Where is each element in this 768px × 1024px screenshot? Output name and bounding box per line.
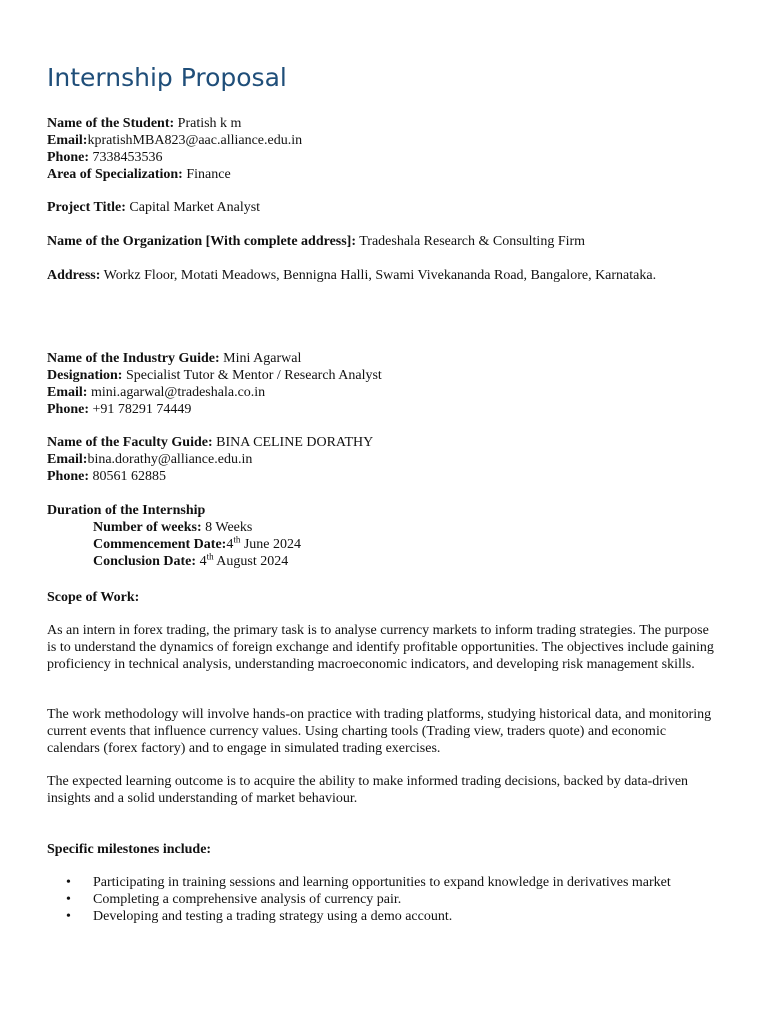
milestones-heading-block bbox=[47, 841, 727, 858]
milestones-heading: Specific milestones include: bbox=[47, 842, 212, 857]
commencement-line bbox=[47, 536, 727, 553]
organization-name-line bbox=[47, 233, 727, 250]
industry-guide-email-label: Email: bbox=[47, 385, 88, 400]
student-details bbox=[47, 115, 727, 183]
project-title-label: Project Title: bbox=[47, 200, 126, 215]
duration-heading: Duration of the Internship bbox=[47, 503, 206, 518]
list-item bbox=[47, 908, 687, 925]
milestones-list bbox=[47, 874, 687, 925]
commencement-suffix: th bbox=[233, 534, 241, 545]
industry-guide-phone: +91 78291 74449 bbox=[92, 402, 192, 417]
faculty-guide-email-line bbox=[47, 451, 727, 468]
weeks-label: Number of weeks: bbox=[93, 520, 202, 535]
student-phone-line bbox=[47, 149, 727, 166]
milestone-text: Completing a comprehensive analysis of currency pair. bbox=[93, 892, 402, 907]
scope-paragraph: The expected learning outcome is to acquire the ability to make informed trading decisions, backed by data-driven insights and a solid understanding of market behaviour. bbox=[47, 774, 689, 806]
specialization: Finance bbox=[186, 167, 231, 182]
commencement-label: Commencement Date: bbox=[93, 537, 227, 552]
student-email-line bbox=[47, 132, 727, 149]
address-line bbox=[47, 267, 672, 284]
conclusion-line bbox=[47, 553, 727, 570]
industry-guide-phone-label: Phone: bbox=[47, 402, 89, 417]
student-name-line bbox=[47, 115, 727, 132]
faculty-guide-phone-line bbox=[47, 468, 727, 485]
industry-guide-phone-line bbox=[47, 401, 727, 418]
industry-guide-block bbox=[47, 350, 727, 418]
weeks-line bbox=[47, 519, 727, 536]
designation-line bbox=[47, 367, 727, 384]
project-title: Capital Market Analyst bbox=[129, 200, 261, 215]
specialization-line bbox=[47, 166, 727, 183]
commencement-day: 4 bbox=[226, 537, 234, 552]
designation: Specialist Tutor & Mentor / Research Analyst bbox=[125, 368, 382, 383]
designation-label: Designation: bbox=[47, 368, 123, 383]
milestones-list-block bbox=[47, 874, 687, 925]
project-title-block bbox=[47, 199, 727, 216]
organization-block bbox=[47, 233, 727, 250]
industry-guide-name: Mini Agarwal bbox=[223, 351, 302, 366]
student-email-label: Email: bbox=[47, 133, 88, 148]
scope-paragraph: As an intern in forex trading, the primary task is to analyse currency markets to inform trading strategies. The purpose is to understand the dynamics of foreign exchange and identify profitable opportunities. The objectives include gaining proficiency in technical analysis, understanding macroeconomic indicators, and developing risk management skills. bbox=[47, 623, 714, 672]
student-phone-label: Phone: bbox=[47, 150, 89, 165]
page-title: Internship Proposal bbox=[47, 63, 287, 92]
industry-guide-name-label: Name of the Industry Guide: bbox=[47, 351, 220, 366]
faculty-guide-email-label: Email: bbox=[47, 452, 88, 467]
duration-block bbox=[47, 502, 727, 570]
industry-guide-email: mini.agarwal@tradeshala.co.in bbox=[90, 385, 266, 400]
project-title-line bbox=[47, 199, 727, 216]
scope-paragraph-1 bbox=[47, 622, 719, 673]
specialization-label: Area of Specialization: bbox=[47, 167, 183, 182]
industry-guide-email-line bbox=[47, 384, 727, 401]
faculty-guide-name: BINA CELINE DORATHY bbox=[216, 435, 374, 450]
conclusion-day: 4 bbox=[199, 554, 207, 569]
faculty-guide-block bbox=[47, 434, 727, 485]
scope-paragraph-3 bbox=[47, 773, 719, 807]
student-name-label: Name of the Student: bbox=[47, 116, 175, 131]
scope-paragraph: The work methodology will involve hands-on practice with trading platforms, studying historical data, and monitoring current events that influence currency values. Using charting tools (Trading view, traders quote) and economic calendars (forex factory) and to engage in simulated trading exercises. bbox=[47, 707, 712, 756]
conclusion-suffix: th bbox=[206, 551, 214, 562]
student-name: Pratish k m bbox=[177, 116, 242, 131]
address: Workz Floor, Motati Meadows, Bennigna Halli, Swami Vivekananda Road, Bangalore, Karnataka. bbox=[103, 268, 657, 283]
list-item bbox=[47, 874, 687, 891]
milestone-text: Developing and testing a trading strategy using a demo account. bbox=[93, 909, 453, 924]
scope-heading: Scope of Work: bbox=[47, 590, 140, 605]
scope-heading-block bbox=[47, 589, 727, 606]
organization-name: Tradeshala Research & Consulting Firm bbox=[359, 234, 586, 249]
milestone-text: Participating in training sessions and learning opportunities to expand knowledge in derivatives market bbox=[93, 875, 671, 890]
student-phone: 7338453536 bbox=[92, 150, 163, 165]
faculty-guide-phone: 80561 62885 bbox=[92, 469, 166, 484]
address-label: Address: bbox=[47, 268, 101, 283]
bullet-icon: • bbox=[66, 892, 71, 907]
bullet-icon: • bbox=[66, 875, 71, 890]
faculty-guide-name-label: Name of the Faculty Guide: bbox=[47, 435, 213, 450]
scope-paragraph-2 bbox=[47, 706, 719, 757]
conclusion-label: Conclusion Date: bbox=[93, 554, 197, 569]
faculty-guide-email: bina.dorathy@alliance.edu.in bbox=[87, 452, 253, 467]
organization-name-label: Name of the Organization [With complete address]: bbox=[47, 234, 356, 249]
address-block bbox=[47, 267, 672, 284]
faculty-guide-name-line bbox=[47, 434, 727, 451]
list-item bbox=[47, 891, 687, 908]
faculty-guide-phone-label: Phone: bbox=[47, 469, 89, 484]
weeks: 8 Weeks bbox=[205, 520, 253, 535]
bullet-icon: • bbox=[66, 909, 71, 924]
industry-guide-name-line bbox=[47, 350, 727, 367]
conclusion-rest: August 2024 bbox=[213, 554, 289, 569]
student-email: kpratishMBA823@aac.alliance.edu.in bbox=[87, 133, 303, 148]
commencement-rest: June 2024 bbox=[240, 537, 302, 552]
